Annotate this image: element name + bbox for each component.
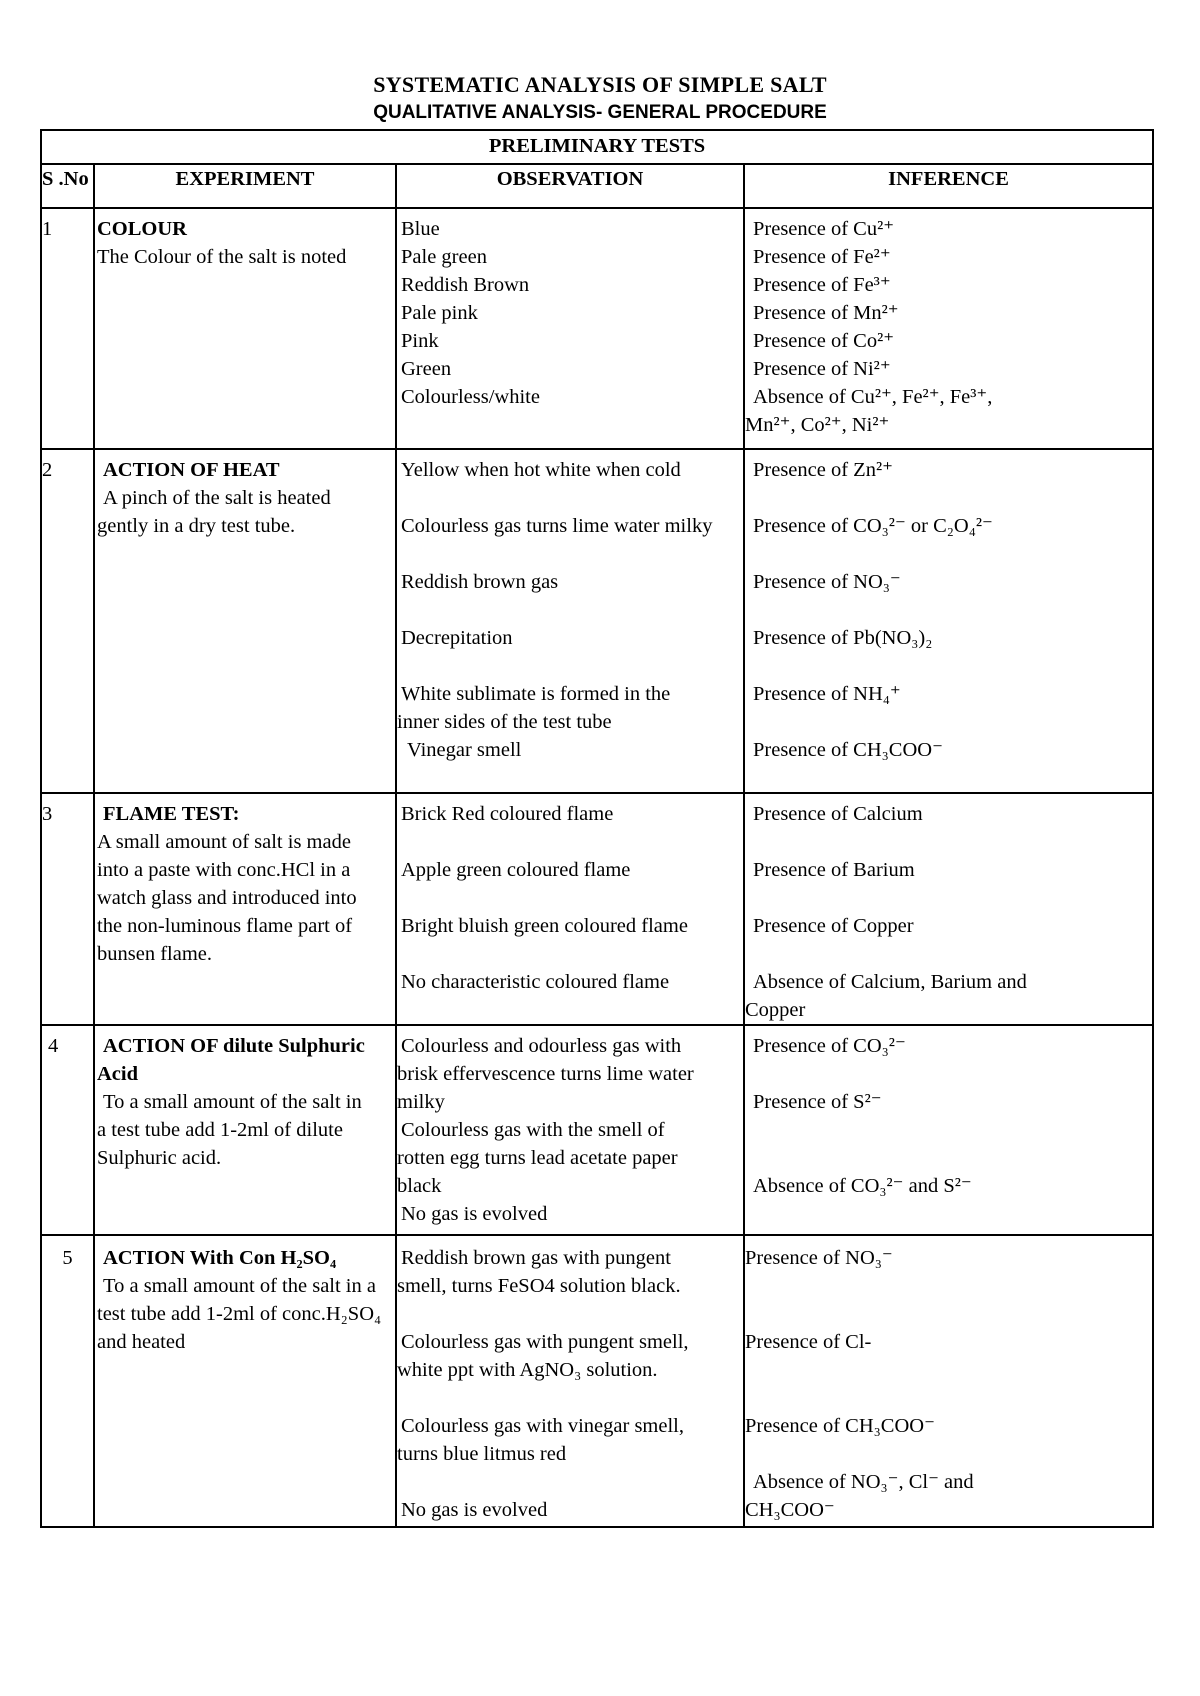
inference-line: Mn²⁺, Co²⁺, Ni²⁺ (745, 414, 890, 436)
observation-line: Brick Red coloured flame (401, 803, 614, 825)
inference-line: Presence of NO₃⁻ (745, 1247, 893, 1269)
inference-line: Presence of NH₄⁺ (753, 683, 901, 705)
observation-line: Reddish brown gas with pungent (401, 1247, 671, 1269)
row-number: 4 (48, 1035, 59, 1057)
observation-line: Colourless gas with the smell of (401, 1119, 665, 1141)
inference-line: Presence of Calcium (753, 803, 923, 825)
observation-line: No gas is evolved (401, 1499, 548, 1521)
table-row (41, 793, 1153, 1025)
experiment-text: watch glass and introduced into (97, 887, 357, 909)
observation-line: White sublimate is formed in the (401, 683, 671, 705)
experiment-text: test tube add 1-2ml of conc.H₂SO₄ (97, 1303, 382, 1325)
inference-line: Presence of Mn²⁺ (753, 302, 899, 324)
inference-line: Presence of CH₃COO⁻ (745, 1415, 935, 1437)
observation-line: Bright bluish green coloured flame (401, 915, 688, 937)
inference-line: Presence of Ni²⁺ (753, 358, 891, 380)
observation-line: No gas is evolved (401, 1203, 548, 1225)
observation-line: Pale pink (401, 302, 478, 324)
experiment-text: gently in a dry test tube. (97, 515, 296, 537)
inference-line: Presence of Fe²⁺ (753, 246, 891, 268)
experiment-title: COLOUR (97, 218, 187, 240)
observation-line: Decrepitation (401, 627, 513, 649)
table-row (41, 208, 1153, 449)
observation-line: black (397, 1175, 442, 1197)
experiment-text: A small amount of salt is made (97, 831, 351, 853)
inference-line: Presence of Cu²⁺ (753, 218, 895, 240)
observation-line: turns blue litmus red (397, 1443, 567, 1465)
experiment-text: A pinch of the salt is heated (103, 487, 331, 509)
row-number: 2 (42, 459, 53, 481)
table-row (41, 449, 1153, 793)
inference-line: Absence of CO₃²⁻ and S²⁻ (753, 1175, 972, 1197)
observation-line: brisk effervescence turns lime water (397, 1063, 694, 1085)
table-row (41, 1025, 1153, 1235)
observation-line: Pink (401, 330, 439, 352)
experiment-title: ACTION OF dilute Sulphuric (103, 1035, 365, 1057)
experiment-text: the non-luminous flame part of (97, 915, 353, 937)
table-row (41, 1235, 1153, 1527)
observation-line: white ppt with AgNO₃ solution. (397, 1359, 658, 1381)
inference-line: Absence of NO₃⁻, Cl⁻ and (753, 1471, 974, 1493)
observation-line: Apple green coloured flame (401, 859, 631, 881)
column-header-sno: S .No (41, 164, 94, 208)
column-header-inference: INFERENCE (744, 164, 1153, 208)
inference-line: CH₃COO⁻ (745, 1499, 835, 1521)
observation-line: Colourless gas with pungent smell, (401, 1331, 689, 1353)
inference-line: Presence of Copper (753, 915, 914, 937)
inference-line: Absence of Cu²⁺, Fe²⁺, Fe³⁺, (753, 386, 993, 408)
observation-line: milky (397, 1091, 445, 1113)
inference-line: Absence of Calcium, Barium and (753, 971, 1027, 993)
observation-line: Vinegar smell (407, 739, 522, 761)
inference-line: Presence of Zn²⁺ (753, 459, 893, 481)
observation-line: Colourless and odourless gas with (401, 1035, 682, 1057)
inference-line: Presence of Cl- (745, 1331, 872, 1353)
column-header-experiment: EXPERIMENT (94, 164, 396, 208)
observation-line: Colourless/white (401, 386, 540, 408)
experiment-title: ACTION OF HEAT (103, 459, 280, 481)
observation-line: Green (401, 358, 452, 380)
inference-line: Presence of Fe³⁺ (753, 274, 891, 296)
experiment-text: and heated (97, 1331, 186, 1353)
observation-line: Reddish brown gas (401, 571, 559, 593)
inference-line: Presence of Barium (753, 859, 915, 881)
observation-line: Colourless gas turns lime water milky (401, 515, 713, 537)
experiment-title: Acid (97, 1063, 138, 1085)
observation-line: smell, turns FeSO4 solution black. (397, 1275, 681, 1297)
section-header: PRELIMINARY TESTS (41, 130, 1153, 164)
inference-line: Presence of Co²⁺ (753, 330, 895, 352)
inference-line: Presence of CO₃²⁻ or C₂O₄²⁻ (753, 515, 993, 537)
inference-line: Presence of S²⁻ (753, 1091, 882, 1113)
experiment-title: FLAME TEST: (103, 803, 240, 825)
experiment-title: ACTION With Con H₂SO₄ (103, 1247, 337, 1269)
inference-line: Presence of Pb(NO₃)₂ (753, 627, 933, 649)
experiment-text: a test tube add 1-2ml of dilute (97, 1119, 343, 1141)
column-header-observation: OBSERVATION (396, 164, 744, 208)
observation-line: Blue (401, 218, 440, 240)
row-number: 5 (62, 1247, 73, 1269)
experiment-text: Sulphuric acid. (97, 1147, 222, 1169)
experiment-text: To a small amount of the salt in a (103, 1275, 376, 1297)
inference-line: Presence of CH₃COO⁻ (753, 739, 943, 761)
row-number: 1 (42, 218, 53, 240)
row-number: 3 (42, 803, 53, 825)
observation-line: Yellow when hot white when cold (401, 459, 681, 481)
preliminary-tests-table (40, 129, 1154, 1528)
inference-line: Presence of CO₃²⁻ (753, 1035, 906, 1057)
document-title: SYSTEMATIC ANALYSIS OF SIMPLE SALT (373, 72, 827, 97)
observation-line: inner sides of the test tube (397, 711, 612, 733)
document-subtitle: QUALITATIVE ANALYSIS- GENERAL PROCEDURE (373, 102, 827, 123)
observation-line: Colourless gas with vinegar smell, (401, 1415, 684, 1437)
experiment-text: bunsen flame. (97, 943, 212, 965)
observation-line: rotten egg turns lead acetate paper (397, 1147, 678, 1169)
observation-line: Pale green (401, 246, 487, 268)
inference-line: Copper (745, 999, 806, 1021)
inference-line: Presence of NO₃⁻ (753, 571, 901, 593)
experiment-text: To a small amount of the salt in (103, 1091, 362, 1113)
experiment-text: into a paste with conc.HCl in a (97, 859, 351, 881)
observation-line: No characteristic coloured flame (401, 971, 670, 993)
observation-line: Reddish Brown (401, 274, 530, 296)
experiment-text: The Colour of the salt is noted (97, 246, 347, 268)
